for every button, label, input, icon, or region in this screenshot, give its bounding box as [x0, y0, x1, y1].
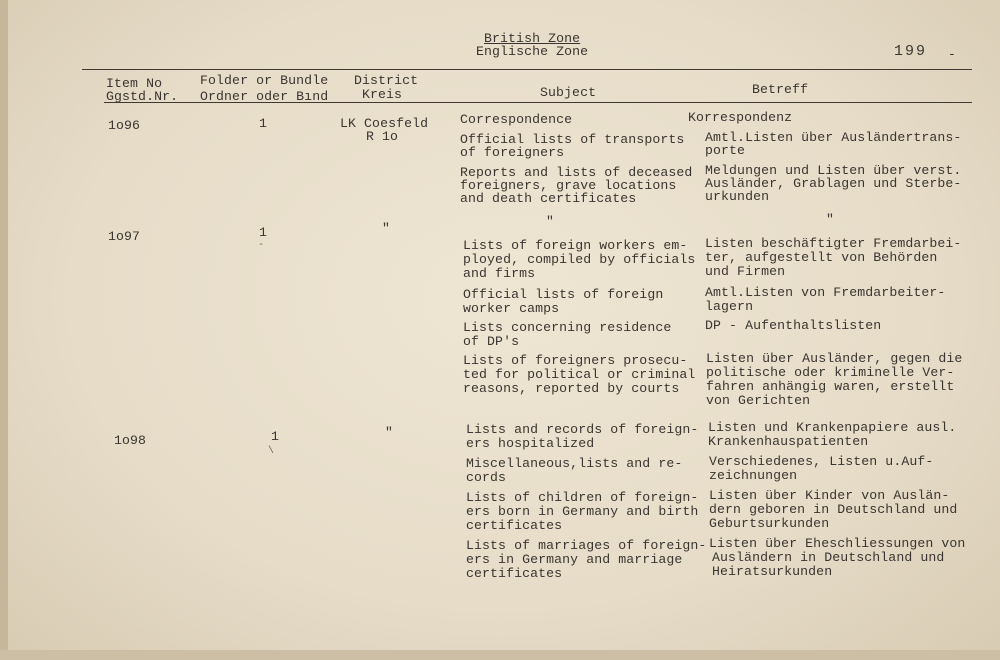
header-bottom-rule — [104, 102, 972, 103]
row-1098-betreff-2a: Verschiedenes, Listen u.Auf- — [709, 454, 934, 469]
row-1098-betreff-4b: Ausländern in Deutschland und — [712, 550, 945, 565]
row-1098-subject-3a: Lists of children of foreign- — [466, 490, 699, 505]
header-top-rule — [82, 69, 972, 70]
row-1097-betreff-4a: Listen über Ausländer, gegen die — [706, 351, 963, 366]
col-folder-en: Folder or Bundle — [200, 73, 329, 88]
row-1097-subject-1c: and firms — [463, 266, 536, 281]
row-1096-betreff-2a: Amtl.Listen über Ausländertrans- — [705, 130, 962, 145]
row-1097-betreff-ditto: " — [826, 212, 835, 227]
row-1097-subject-4b: ted for political or criminal — [463, 367, 696, 382]
row-1096-district-1: LK Coesfeld — [340, 116, 429, 131]
row-1097-betreff-4b: politische oder kriminelle Ver- — [706, 365, 955, 380]
page-number: 199 — [894, 43, 928, 60]
row-1098-item: 1o98 — [114, 433, 147, 448]
row-1097-subject-2a: Official lists of foreign — [463, 287, 664, 302]
row-1096-subject-2b: of foreigners — [460, 145, 565, 160]
row-1096-subject-1: Correspondence — [460, 112, 573, 127]
row-1097-district-ditto: " — [382, 221, 391, 236]
row-1096-subject-3c: and death certificates — [460, 191, 637, 206]
row-1097-betreff-4c: fahren anhängig waren, erstellt — [706, 379, 955, 394]
col-folder-de: Ordner oder Bınd — [200, 89, 329, 104]
row-1097-folder: 1 — [259, 225, 268, 240]
col-betreff: Betreff — [752, 82, 809, 97]
row-1098-betreff-3c: Geburtsurkunden — [709, 516, 830, 531]
row-1098-betreff-1b: Krankenhauspatienten — [708, 434, 869, 449]
row-1097-betreff-2b: lagern — [705, 299, 754, 314]
row-1098-betreff-2b: zeichnungen — [709, 468, 798, 483]
row-1097-subject-1a: Lists of foreign workers em- — [463, 238, 688, 253]
row-1097-betreff-1b: ter, aufgestellt von Behörden — [705, 250, 938, 265]
row-1098-subject-2a: Miscellaneous,lists and re- — [466, 456, 683, 471]
row-1098-betreff-3b: dern geboren in Deutschland und — [709, 502, 958, 517]
row-1097-item: 1o97 — [108, 229, 141, 244]
row-1097-subject-3b: of DP's — [463, 334, 520, 349]
row-1097-betreff-2a: Amtl.Listen von Fremdarbeiter- — [705, 285, 946, 300]
stray-mark: \ — [268, 446, 275, 457]
col-district-de: Kreis — [362, 87, 403, 102]
row-1096-folder: 1 — [259, 116, 268, 131]
row-1098-subject-4b: ers in Germany and marriage — [466, 552, 683, 567]
row-1097-subject-2b: worker camps — [463, 301, 560, 316]
row-1096-betreff-2b: porte — [705, 143, 746, 158]
row-1096-district-2: R 1o — [366, 129, 399, 144]
row-1096-subject-2a: Official lists of transports — [460, 132, 685, 147]
zone-title-en: British Zone — [484, 31, 581, 46]
row-1096-subject-3b: foreigners, grave locations — [460, 178, 677, 193]
row-1097-betreff-1c: und Firmen — [705, 264, 786, 279]
row-1098-subject-3c: certificates — [466, 518, 563, 533]
zone-title-de: Englische Zone — [476, 44, 589, 59]
row-1096-betreff-3c: urkunden — [705, 189, 770, 204]
row-1097-subject-4c: reasons, reported by courts — [463, 381, 680, 396]
row-1097-betreff-3a: DP - Aufenthaltslisten — [705, 318, 882, 333]
stray-mark: - — [258, 240, 265, 251]
col-subject: Subject — [540, 85, 597, 100]
row-1097-betreff-4d: von Gerichten — [706, 393, 811, 408]
row-1096-subject-3a: Reports and lists of deceased — [460, 165, 693, 180]
row-1096-betreff-3b: Ausländer, Grablagen und Sterbe- — [705, 176, 962, 191]
row-1098-folder: 1 — [271, 429, 280, 444]
col-item-de: Ggstd.Nr. — [106, 89, 179, 104]
row-1098-subject-4a: Lists of marriages of foreign- — [466, 538, 707, 553]
binding-edge — [0, 0, 8, 660]
row-1096-item: 1o96 — [108, 118, 141, 133]
row-1098-subject-3b: ers born in Germany and birth — [466, 504, 699, 519]
row-1096-betreff-3a: Meldungen und Listen über verst. — [705, 163, 962, 178]
row-1098-subject-4c: certificates — [466, 566, 563, 581]
row-1096-betreff-1: Korrespondenz — [688, 110, 793, 125]
col-item-en: Item No — [106, 76, 163, 91]
row-1098-betreff-4a: Listen über Eheschliessungen von — [709, 536, 966, 551]
row-1098-subject-2b: cords — [466, 470, 507, 485]
page-bottom-edge — [0, 650, 1000, 660]
row-1097-subject-ditto: " — [546, 214, 555, 229]
row-1097-betreff-1a: Listen beschäftigter Fremdarbei- — [705, 236, 962, 251]
row-1097-subject-1b: ployed, compiled by officials — [463, 252, 696, 267]
row-1098-betreff-4c: Heiratsurkunden — [712, 564, 833, 579]
page-dash: - — [948, 47, 956, 62]
row-1098-subject-1a: Lists and records of foreign- — [466, 422, 699, 437]
row-1097-subject-4a: Lists of foreigners prosecu- — [463, 353, 688, 368]
row-1097-subject-3a: Lists concerning residence — [463, 320, 672, 335]
row-1098-district-ditto: " — [385, 425, 394, 440]
col-district-en: District — [354, 73, 419, 88]
row-1098-subject-1b: ers hospitalized — [466, 436, 595, 451]
row-1098-betreff-3a: Listen über Kinder von Auslän- — [709, 488, 950, 503]
row-1098-betreff-1a: Listen und Krankenpapiere ausl. — [708, 420, 957, 435]
